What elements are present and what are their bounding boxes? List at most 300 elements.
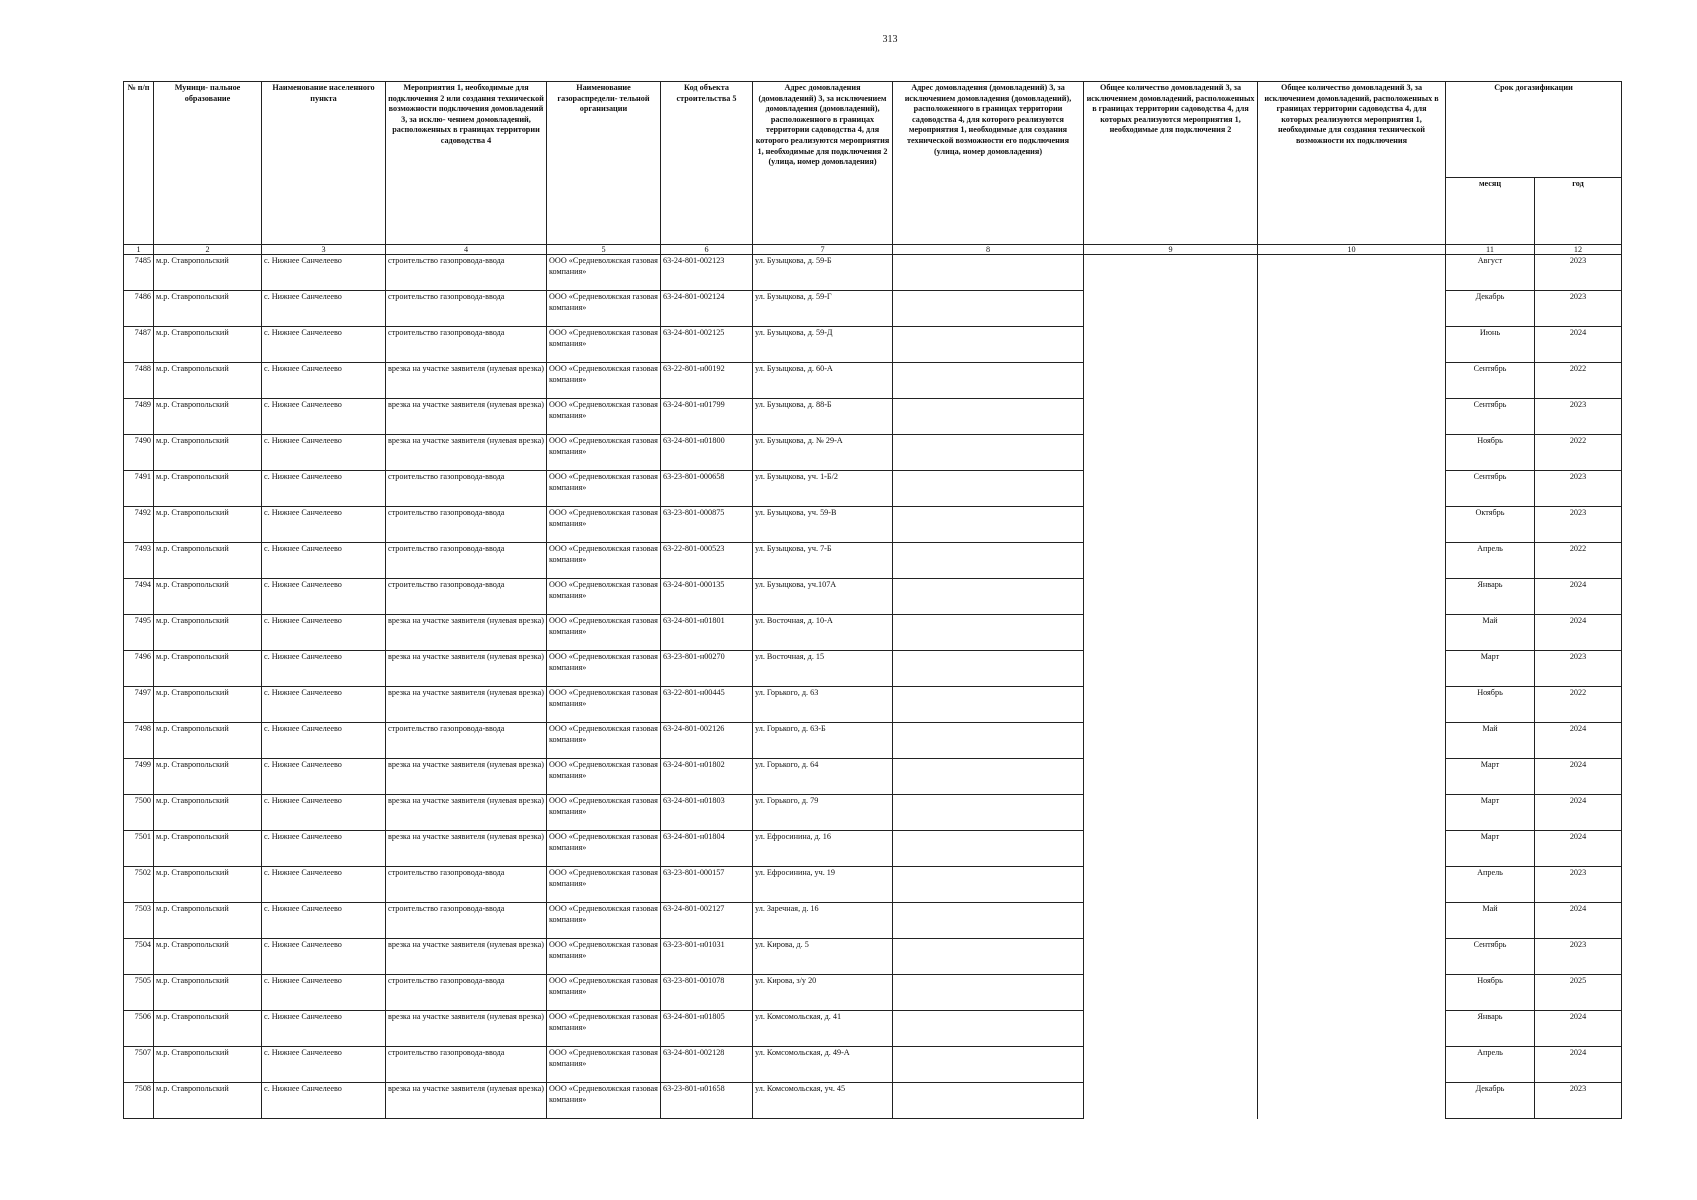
count-connection-cell: [1084, 615, 1258, 651]
year-cell: 2024: [1535, 795, 1622, 831]
row-number-cell: 7507: [124, 1047, 154, 1083]
event-cell: врезка на участке заявителя (нулевая врезка): [386, 363, 547, 399]
column-number: 2: [154, 245, 262, 255]
address-cell: ул. Комсомольская, д. 49-А: [753, 1047, 893, 1083]
row-number-cell: 7495: [124, 615, 154, 651]
count-connection-cell: [1084, 543, 1258, 579]
address-technical-cell: [893, 1011, 1084, 1047]
municipality-cell: м.р. Ставропольский: [154, 507, 262, 543]
table-row: [124, 507, 1622, 543]
address-cell: ул. Горького, д. 79: [753, 795, 893, 831]
municipality-cell: м.р. Ставропольский: [154, 399, 262, 435]
header-organization: Наименование газораспредели- тельной организации: [547, 82, 661, 245]
object-code-cell: 63-24-801-000135: [661, 579, 753, 615]
row-number-cell: 7499: [124, 759, 154, 795]
settlement-cell: с. Нижнее Санчелеево: [262, 435, 386, 471]
organization-cell: ООО «Средневолжская газовая компания»: [547, 1083, 661, 1119]
organization-cell: ООО «Средневолжская газовая компания»: [547, 363, 661, 399]
header-gasification-term: Срок догазификации: [1446, 82, 1622, 178]
organization-cell: ООО «Средневолжская газовая компания»: [547, 579, 661, 615]
table-row: [124, 435, 1622, 471]
event-cell: строительство газопровода-ввода: [386, 867, 547, 903]
row-number-cell: 7490: [124, 435, 154, 471]
year-cell: 2022: [1535, 363, 1622, 399]
event-cell: строительство газопровода-ввода: [386, 471, 547, 507]
object-code-cell: 63-24-801-н01804: [661, 831, 753, 867]
object-code-cell: 63-22-801-н00192: [661, 363, 753, 399]
address-cell: ул. Комсомольская, д. 41: [753, 1011, 893, 1047]
object-code-cell: 63-23-801-001078: [661, 975, 753, 1011]
count-technical-cell: [1258, 255, 1446, 291]
event-cell: врезка на участке заявителя (нулевая врезка): [386, 399, 547, 435]
row-number-cell: 7502: [124, 867, 154, 903]
address-technical-cell: [893, 831, 1084, 867]
count-connection-cell: [1084, 795, 1258, 831]
settlement-cell: с. Нижнее Санчелеево: [262, 615, 386, 651]
count-connection-cell: [1084, 399, 1258, 435]
count-technical-cell: [1258, 723, 1446, 759]
count-technical-cell: [1258, 1047, 1446, 1083]
column-number: 3: [262, 245, 386, 255]
table-row: [124, 651, 1622, 687]
year-cell: 2024: [1535, 1011, 1622, 1047]
object-code-cell: 63-23-801-000157: [661, 867, 753, 903]
municipality-cell: м.р. Ставропольский: [154, 687, 262, 723]
address-technical-cell: [893, 795, 1084, 831]
month-cell: Сентябрь: [1446, 399, 1535, 435]
row-number-cell: 7508: [124, 1083, 154, 1119]
header-settlement: Наименование населенного пункта: [262, 82, 386, 245]
organization-cell: ООО «Средневолжская газовая компания»: [547, 615, 661, 651]
year-cell: 2023: [1535, 399, 1622, 435]
column-number: 8: [893, 245, 1084, 255]
organization-cell: ООО «Средневолжская газовая компания»: [547, 867, 661, 903]
municipality-cell: м.р. Ставропольский: [154, 291, 262, 327]
month-cell: Май: [1446, 903, 1535, 939]
organization-cell: ООО «Средневолжская газовая компания»: [547, 939, 661, 975]
municipality-cell: м.р. Ставропольский: [154, 1083, 262, 1119]
municipality-cell: м.р. Ставропольский: [154, 723, 262, 759]
count-connection-cell: [1084, 939, 1258, 975]
settlement-cell: с. Нижнее Санчелеево: [262, 939, 386, 975]
object-code-cell: 63-24-801-н01802: [661, 759, 753, 795]
table-row: [124, 723, 1622, 759]
count-technical-cell: [1258, 939, 1446, 975]
settlement-cell: с. Нижнее Санчелеево: [262, 327, 386, 363]
count-connection-cell: [1084, 435, 1258, 471]
object-code-cell: 63-24-801-н01801: [661, 615, 753, 651]
header-object-code: Код объекта строительства 5: [661, 82, 753, 245]
event-cell: врезка на участке заявителя (нулевая врезка): [386, 939, 547, 975]
event-cell: врезка на участке заявителя (нулевая врезка): [386, 1011, 547, 1047]
row-number-cell: 7491: [124, 471, 154, 507]
count-technical-cell: [1258, 363, 1446, 399]
year-cell: 2024: [1535, 831, 1622, 867]
table-row: [124, 1047, 1622, 1083]
year-cell: 2023: [1535, 651, 1622, 687]
count-connection-cell: [1084, 651, 1258, 687]
count-connection-cell: [1084, 831, 1258, 867]
address-technical-cell: [893, 435, 1084, 471]
column-number: 11: [1446, 245, 1535, 255]
organization-cell: ООО «Средневолжская газовая компания»: [547, 291, 661, 327]
address-cell: ул. Ефросинина, д. 16: [753, 831, 893, 867]
address-technical-cell: [893, 399, 1084, 435]
event-cell: строительство газопровода-ввода: [386, 579, 547, 615]
address-cell: ул. Горького, д. 63: [753, 687, 893, 723]
year-cell: 2023: [1535, 291, 1622, 327]
table-row: [124, 795, 1622, 831]
year-cell: 2024: [1535, 579, 1622, 615]
month-cell: Июнь: [1446, 327, 1535, 363]
organization-cell: ООО «Средневолжская газовая компания»: [547, 255, 661, 291]
month-cell: Декабрь: [1446, 291, 1535, 327]
row-number-cell: 7489: [124, 399, 154, 435]
address-technical-cell: [893, 471, 1084, 507]
header-address-connection: Адрес домовладения (домовладений) 3, за исключением домовладения (домовладений), расположенного в границах территории садоводства 4, для которого реализуются мероприятия 1, необходимые для подключения 2 (улица, номер домовладения): [753, 82, 893, 245]
event-cell: строительство газопровода-ввода: [386, 1047, 547, 1083]
municipality-cell: м.р. Ставропольский: [154, 903, 262, 939]
row-number-cell: 7494: [124, 579, 154, 615]
municipality-cell: м.р. Ставропольский: [154, 795, 262, 831]
municipality-cell: м.р. Ставропольский: [154, 471, 262, 507]
row-number-cell: 7485: [124, 255, 154, 291]
object-code-cell: 63-24-801-002127: [661, 903, 753, 939]
year-cell: 2025: [1535, 975, 1622, 1011]
count-technical-cell: [1258, 1011, 1446, 1047]
month-cell: Апрель: [1446, 543, 1535, 579]
row-number-cell: 7505: [124, 975, 154, 1011]
address-cell: ул. Горького, д. 63-Б: [753, 723, 893, 759]
address-technical-cell: [893, 579, 1084, 615]
count-technical-cell: [1258, 867, 1446, 903]
object-code-cell: 63-23-801-000658: [661, 471, 753, 507]
address-technical-cell: [893, 507, 1084, 543]
count-connection-cell: [1084, 867, 1258, 903]
year-cell: 2023: [1535, 867, 1622, 903]
table-row: [124, 399, 1622, 435]
address-technical-cell: [893, 363, 1084, 399]
table-row: [124, 255, 1622, 291]
column-number: 1: [124, 245, 154, 255]
count-technical-cell: [1258, 1083, 1446, 1119]
municipality-cell: м.р. Ставропольский: [154, 975, 262, 1011]
settlement-cell: с. Нижнее Санчелеево: [262, 543, 386, 579]
address-cell: ул. Бузыцкова, уч. 1-Б/2: [753, 471, 893, 507]
count-connection-cell: [1084, 1047, 1258, 1083]
row-number-cell: 7498: [124, 723, 154, 759]
count-technical-cell: [1258, 399, 1446, 435]
event-cell: строительство газопровода-ввода: [386, 975, 547, 1011]
settlement-cell: с. Нижнее Санчелеево: [262, 723, 386, 759]
address-technical-cell: [893, 1083, 1084, 1119]
settlement-cell: с. Нижнее Санчелеево: [262, 795, 386, 831]
count-technical-cell: [1258, 975, 1446, 1011]
count-technical-cell: [1258, 831, 1446, 867]
count-connection-cell: [1084, 507, 1258, 543]
count-technical-cell: [1258, 507, 1446, 543]
address-technical-cell: [893, 291, 1084, 327]
object-code-cell: 63-23-801-н01031: [661, 939, 753, 975]
table-row: [124, 543, 1622, 579]
organization-cell: ООО «Средневолжская газовая компания»: [547, 1047, 661, 1083]
count-technical-cell: [1258, 759, 1446, 795]
row-number-cell: 7486: [124, 291, 154, 327]
organization-cell: ООО «Средневолжская газовая компания»: [547, 723, 661, 759]
gasification-table: [123, 81, 1622, 1119]
count-technical-cell: [1258, 543, 1446, 579]
address-cell: ул. Бузыцкова, д. 59-Д: [753, 327, 893, 363]
event-cell: врезка на участке заявителя (нулевая врезка): [386, 615, 547, 651]
settlement-cell: с. Нижнее Санчелеево: [262, 759, 386, 795]
address-technical-cell: [893, 975, 1084, 1011]
organization-cell: ООО «Средневолжская газовая компания»: [547, 507, 661, 543]
object-code-cell: 63-24-801-н01803: [661, 795, 753, 831]
year-cell: 2023: [1535, 1083, 1622, 1119]
column-number: 6: [661, 245, 753, 255]
event-cell: врезка на участке заявителя (нулевая врезка): [386, 795, 547, 831]
month-cell: Март: [1446, 651, 1535, 687]
address-cell: ул. Восточная, д. 10-А: [753, 615, 893, 651]
address-cell: ул. Комсомольская, уч. 45: [753, 1083, 893, 1119]
count-technical-cell: [1258, 291, 1446, 327]
address-cell: ул. Горького, д. 64: [753, 759, 893, 795]
column-number: 9: [1084, 245, 1258, 255]
event-cell: врезка на участке заявителя (нулевая врезка): [386, 1083, 547, 1119]
header-count-technical: Общее количество домовладений 3, за исключением домовладений, расположенных в границах территории садоводства 4, для которых реализуются мероприятия 1, необходимые для создания технической возможности их подключения: [1258, 82, 1446, 245]
count-technical-cell: [1258, 795, 1446, 831]
header-count-connection: Общее количество домовладений 3, за исключением домовладений, расположенных в границах территории садоводства 4, для которых реализуются мероприятия 1, необходимые для подключения 2: [1084, 82, 1258, 245]
organization-cell: ООО «Средневолжская газовая компания»: [547, 687, 661, 723]
organization-cell: ООО «Средневолжская газовая компания»: [547, 471, 661, 507]
header-year: год: [1535, 178, 1622, 245]
row-number-cell: 7493: [124, 543, 154, 579]
organization-cell: ООО «Средневолжская газовая компания»: [547, 327, 661, 363]
object-code-cell: 63-23-801-000875: [661, 507, 753, 543]
year-cell: 2023: [1535, 507, 1622, 543]
table-row: [124, 363, 1622, 399]
address-cell: ул. Бузыцкова, д. 60-А: [753, 363, 893, 399]
count-connection-cell: [1084, 975, 1258, 1011]
table-row: [124, 687, 1622, 723]
row-number-cell: 7500: [124, 795, 154, 831]
organization-cell: ООО «Средневолжская газовая компания»: [547, 831, 661, 867]
municipality-cell: м.р. Ставропольский: [154, 1011, 262, 1047]
object-code-cell: 63-24-801-002124: [661, 291, 753, 327]
municipality-cell: м.р. Ставропольский: [154, 543, 262, 579]
table-row: [124, 831, 1622, 867]
settlement-cell: с. Нижнее Санчелеево: [262, 1083, 386, 1119]
count-connection-cell: [1084, 723, 1258, 759]
address-technical-cell: [893, 651, 1084, 687]
table-row: [124, 975, 1622, 1011]
municipality-cell: м.р. Ставропольский: [154, 1047, 262, 1083]
municipality-cell: м.р. Ставропольский: [154, 435, 262, 471]
month-cell: Сентябрь: [1446, 363, 1535, 399]
row-number-cell: 7504: [124, 939, 154, 975]
municipality-cell: м.р. Ставропольский: [154, 615, 262, 651]
municipality-cell: м.р. Ставропольский: [154, 651, 262, 687]
year-cell: 2024: [1535, 759, 1622, 795]
month-cell: Сентябрь: [1446, 471, 1535, 507]
row-number-cell: 7492: [124, 507, 154, 543]
count-technical-cell: [1258, 651, 1446, 687]
organization-cell: ООО «Средневолжская газовая компания»: [547, 1011, 661, 1047]
month-cell: Март: [1446, 795, 1535, 831]
table-row: [124, 867, 1622, 903]
settlement-cell: с. Нижнее Санчелеево: [262, 903, 386, 939]
settlement-cell: с. Нижнее Санчелеево: [262, 471, 386, 507]
address-technical-cell: [893, 867, 1084, 903]
address-cell: ул. Кирова, д. 5: [753, 939, 893, 975]
month-cell: Ноябрь: [1446, 435, 1535, 471]
object-code-cell: 63-24-801-н01799: [661, 399, 753, 435]
address-technical-cell: [893, 687, 1084, 723]
object-code-cell: 63-24-801-002125: [661, 327, 753, 363]
count-technical-cell: [1258, 471, 1446, 507]
address-cell: ул. Бузыцкова, д. № 29-А: [753, 435, 893, 471]
organization-cell: ООО «Средневолжская газовая компания»: [547, 435, 661, 471]
municipality-cell: м.р. Ставропольский: [154, 759, 262, 795]
municipality-cell: м.р. Ставропольский: [154, 831, 262, 867]
event-cell: врезка на участке заявителя (нулевая врезка): [386, 687, 547, 723]
month-cell: Апрель: [1446, 867, 1535, 903]
event-cell: строительство газопровода-ввода: [386, 291, 547, 327]
address-technical-cell: [893, 255, 1084, 291]
month-cell: Октябрь: [1446, 507, 1535, 543]
organization-cell: ООО «Средневолжская газовая компания»: [547, 903, 661, 939]
count-technical-cell: [1258, 327, 1446, 363]
table-row: [124, 939, 1622, 975]
settlement-cell: с. Нижнее Санчелеево: [262, 1047, 386, 1083]
year-cell: 2023: [1535, 939, 1622, 975]
month-cell: Март: [1446, 759, 1535, 795]
month-cell: Ноябрь: [1446, 975, 1535, 1011]
table-row: [124, 615, 1622, 651]
settlement-cell: с. Нижнее Санчелеево: [262, 363, 386, 399]
municipality-cell: м.р. Ставропольский: [154, 579, 262, 615]
municipality-cell: м.р. Ставропольский: [154, 363, 262, 399]
count-technical-cell: [1258, 615, 1446, 651]
address-technical-cell: [893, 759, 1084, 795]
organization-cell: ООО «Средневолжская газовая компания»: [547, 651, 661, 687]
settlement-cell: с. Нижнее Санчелеево: [262, 507, 386, 543]
row-number-cell: 7497: [124, 687, 154, 723]
year-cell: 2024: [1535, 327, 1622, 363]
count-connection-cell: [1084, 579, 1258, 615]
object-code-cell: 63-23-801-н00270: [661, 651, 753, 687]
month-cell: Январь: [1446, 1011, 1535, 1047]
settlement-cell: с. Нижнее Санчелеево: [262, 1011, 386, 1047]
count-technical-cell: [1258, 687, 1446, 723]
address-technical-cell: [893, 543, 1084, 579]
settlement-cell: с. Нижнее Санчелеево: [262, 291, 386, 327]
object-code-cell: 63-24-801-н01800: [661, 435, 753, 471]
count-technical-cell: [1258, 435, 1446, 471]
column-number: 5: [547, 245, 661, 255]
address-cell: ул. Кирова, з/у 20: [753, 975, 893, 1011]
event-cell: строительство газопровода-ввода: [386, 543, 547, 579]
event-cell: строительство газопровода-ввода: [386, 255, 547, 291]
column-number: 4: [386, 245, 547, 255]
row-number-cell: 7488: [124, 363, 154, 399]
year-cell: 2022: [1535, 543, 1622, 579]
event-cell: врезка на участке заявителя (нулевая врезка): [386, 831, 547, 867]
address-cell: ул. Бузыцкова, д. 88-Б: [753, 399, 893, 435]
row-number-cell: 7506: [124, 1011, 154, 1047]
object-code-cell: 63-24-801-002128: [661, 1047, 753, 1083]
settlement-cell: с. Нижнее Санчелеево: [262, 975, 386, 1011]
address-technical-cell: [893, 327, 1084, 363]
event-cell: строительство газопровода-ввода: [386, 903, 547, 939]
settlement-cell: с. Нижнее Санчелеево: [262, 255, 386, 291]
municipality-cell: м.р. Ставропольский: [154, 327, 262, 363]
settlement-cell: с. Нижнее Санчелеево: [262, 651, 386, 687]
event-cell: врезка на участке заявителя (нулевая врезка): [386, 759, 547, 795]
table-row: [124, 759, 1622, 795]
count-connection-cell: [1084, 363, 1258, 399]
event-cell: врезка на участке заявителя (нулевая врезка): [386, 651, 547, 687]
object-code-cell: 63-24-801-002126: [661, 723, 753, 759]
table-row: [124, 291, 1622, 327]
year-cell: 2024: [1535, 903, 1622, 939]
address-technical-cell: [893, 939, 1084, 975]
count-technical-cell: [1258, 579, 1446, 615]
event-cell: врезка на участке заявителя (нулевая врезка): [386, 435, 547, 471]
settlement-cell: с. Нижнее Санчелеево: [262, 831, 386, 867]
settlement-cell: с. Нижнее Санчелеево: [262, 399, 386, 435]
address-cell: ул. Бузыцкова, д. 59-Г: [753, 291, 893, 327]
event-cell: строительство газопровода-ввода: [386, 327, 547, 363]
address-cell: ул. Ефросинина, уч. 19: [753, 867, 893, 903]
municipality-cell: м.р. Ставропольский: [154, 867, 262, 903]
month-cell: Январь: [1446, 579, 1535, 615]
count-connection-cell: [1084, 1011, 1258, 1047]
table-row: [124, 471, 1622, 507]
table-row: [124, 579, 1622, 615]
settlement-cell: с. Нижнее Санчелеево: [262, 687, 386, 723]
year-cell: 2024: [1535, 615, 1622, 651]
header-address-technical: Адрес домовладения (домовладений) 3, за исключением домовладения (домовладений), расположенного в границах территории садоводства 4, для которого реализуются мероприятия 1, необходимые для создания технической возможности его подключения (улица, номер домовладения): [893, 82, 1084, 245]
count-connection-cell: [1084, 327, 1258, 363]
address-technical-cell: [893, 903, 1084, 939]
header-number: № п/п: [124, 82, 154, 245]
count-connection-cell: [1084, 759, 1258, 795]
column-number: 12: [1535, 245, 1622, 255]
object-code-cell: 63-24-801-н01805: [661, 1011, 753, 1047]
count-connection-cell: [1084, 471, 1258, 507]
page-number: 313: [882, 34, 898, 45]
count-connection-cell: [1084, 687, 1258, 723]
organization-cell: ООО «Средневолжская газовая компания»: [547, 543, 661, 579]
count-connection-cell: [1084, 1083, 1258, 1119]
municipality-cell: м.р. Ставропольский: [154, 939, 262, 975]
year-cell: 2023: [1535, 255, 1622, 291]
month-cell: Май: [1446, 615, 1535, 651]
row-number-cell: 7487: [124, 327, 154, 363]
year-cell: 2022: [1535, 687, 1622, 723]
row-number-cell: 7503: [124, 903, 154, 939]
row-number-cell: 7501: [124, 831, 154, 867]
address-cell: ул. Бузыцкова, уч. 59-В: [753, 507, 893, 543]
month-cell: Декабрь: [1446, 1083, 1535, 1119]
object-code-cell: 63-24-801-002123: [661, 255, 753, 291]
header-events: Мероприятия 1, необходимые для подключения 2 или создания технической возможности подключения домовладений 3, за исклю- чением домовладений, расположенных в границах территории садоводства 4: [386, 82, 547, 245]
column-number: 10: [1258, 245, 1446, 255]
address-cell: ул. Бузыцкова, д. 59-Б: [753, 255, 893, 291]
month-cell: Май: [1446, 723, 1535, 759]
address-technical-cell: [893, 1047, 1084, 1083]
